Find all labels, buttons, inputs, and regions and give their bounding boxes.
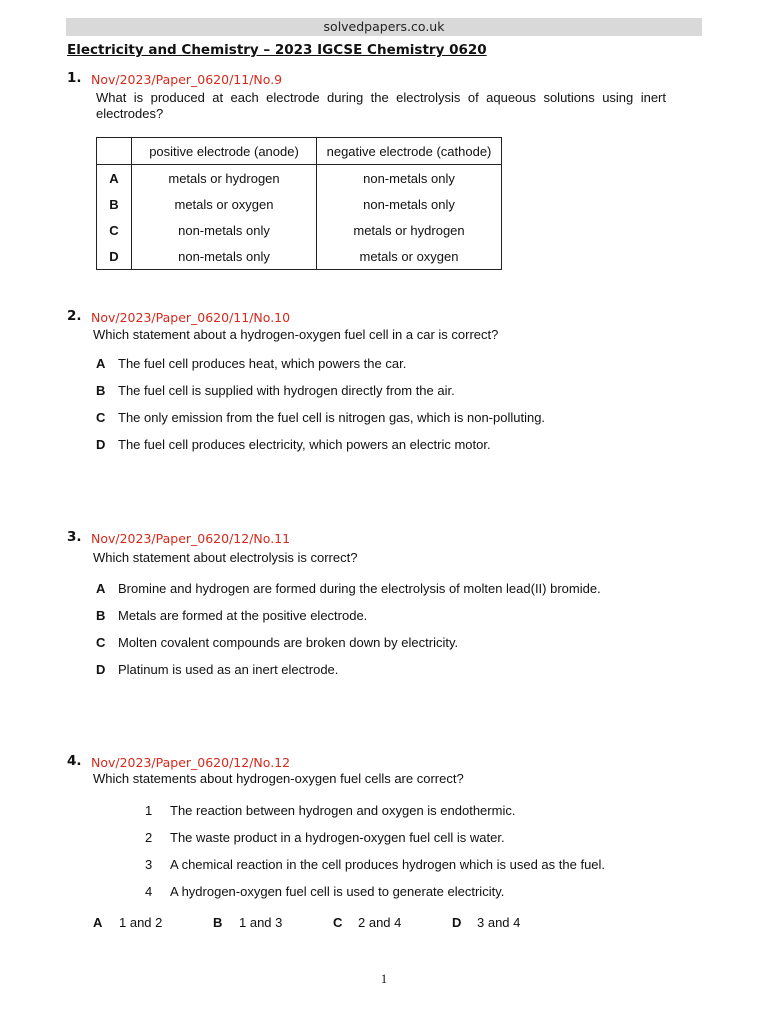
option-letter: C: [96, 635, 106, 650]
option-text: Metals are formed at the positive electrode.: [118, 608, 368, 623]
cathode-cell: metals or hydrogen: [317, 217, 502, 243]
table-header-cell: positive electrode (anode): [132, 138, 317, 165]
electrode-table: [96, 137, 502, 270]
option-letter: A: [96, 356, 106, 371]
option-letter: D: [96, 437, 106, 452]
option-letter: B: [96, 383, 106, 398]
option-letter: B: [97, 191, 132, 217]
option-letter: C: [333, 915, 343, 930]
question-text: Which statement about electrolysis is correct?: [93, 550, 358, 565]
option-text: Platinum is used as an inert electrode.: [118, 662, 339, 677]
question-reference: Nov/2023/Paper_0620/11/No.10: [91, 310, 291, 325]
option-letter: A: [96, 581, 106, 596]
anode-cell: non-metals only: [132, 243, 317, 270]
cathode-cell: metals or oxygen: [317, 243, 502, 270]
option-text: The fuel cell produces heat, which powers the car.: [118, 356, 407, 371]
question-number: 3.: [67, 529, 82, 545]
table-header-cell: negative electrode (cathode): [317, 138, 502, 165]
table-row: [97, 191, 502, 217]
site-header: solvedpapers.co.uk: [66, 18, 702, 36]
anode-cell: metals or oxygen: [132, 191, 317, 217]
option-letter: C: [97, 217, 132, 243]
option-text: Molten covalent compounds are broken down by electricity.: [118, 635, 459, 650]
question-text: What is produced at each electrode during the electrolysis of aqueous solutions using inert electrodes?: [96, 90, 666, 121]
table-row: [97, 165, 502, 192]
document-title: Electricity and Chemistry – 2023 IGCSE Chemistry 0620: [67, 42, 487, 58]
question-text: Which statement about a hydrogen-oxygen fuel cell in a car is correct?: [93, 327, 499, 342]
option-text: 2 and 4: [358, 915, 402, 930]
cathode-cell: non-metals only: [317, 191, 502, 217]
table-row: [97, 243, 502, 270]
table-row: [97, 217, 502, 243]
statement-number: 3: [145, 857, 153, 872]
option-letter: D: [97, 243, 132, 270]
statement-text: A hydrogen-oxygen fuel cell is used to generate electricity.: [170, 884, 505, 899]
option-text: The only emission from the fuel cell is nitrogen gas, which is non-polluting.: [118, 410, 546, 425]
question-reference: Nov/2023/Paper_0620/11/No.9: [91, 72, 283, 87]
question-number: 1.: [67, 70, 82, 86]
option-text: 1 and 3: [239, 915, 283, 930]
question-reference: Nov/2023/Paper_0620/12/No.12: [91, 755, 291, 770]
option-letter: D: [452, 915, 462, 930]
cathode-cell: non-metals only: [317, 165, 502, 192]
option-text: Bromine and hydrogen are formed during the electrolysis of molten lead(II) bromide.: [118, 581, 601, 596]
anode-cell: non-metals only: [132, 217, 317, 243]
option-letter: B: [96, 608, 106, 623]
question-reference: Nov/2023/Paper_0620/12/No.11: [91, 531, 291, 546]
table-header-row: [97, 138, 502, 165]
option-letter: C: [96, 410, 106, 425]
question-text: Which statements about hydrogen-oxygen fuel cells are correct?: [93, 771, 464, 786]
option-letter: B: [213, 915, 223, 930]
statement-number: 2: [145, 830, 153, 845]
statement-text: The waste product in a hydrogen-oxygen fuel cell is water.: [170, 830, 505, 845]
statement-number: 4: [145, 884, 153, 899]
question-number: 2.: [67, 308, 82, 324]
option-text: The fuel cell produces electricity, which powers an electric motor.: [118, 437, 491, 452]
option-letter: A: [93, 915, 103, 930]
anode-cell: metals or hydrogen: [132, 165, 317, 192]
page-number: 1: [380, 972, 388, 986]
statement-text: A chemical reaction in the cell produces hydrogen which is used as the fuel.: [170, 857, 606, 872]
option-letter: D: [96, 662, 106, 677]
statement-number: 1: [145, 803, 153, 818]
option-text: 3 and 4: [477, 915, 521, 930]
option-text: The fuel cell is supplied with hydrogen directly from the air.: [118, 383, 455, 398]
table-header-cell: [97, 138, 132, 165]
option-letter: A: [97, 165, 132, 192]
statement-text: The reaction between hydrogen and oxygen is endothermic.: [170, 803, 516, 818]
question-number: 4.: [67, 753, 82, 769]
option-text: 1 and 2: [119, 915, 163, 930]
